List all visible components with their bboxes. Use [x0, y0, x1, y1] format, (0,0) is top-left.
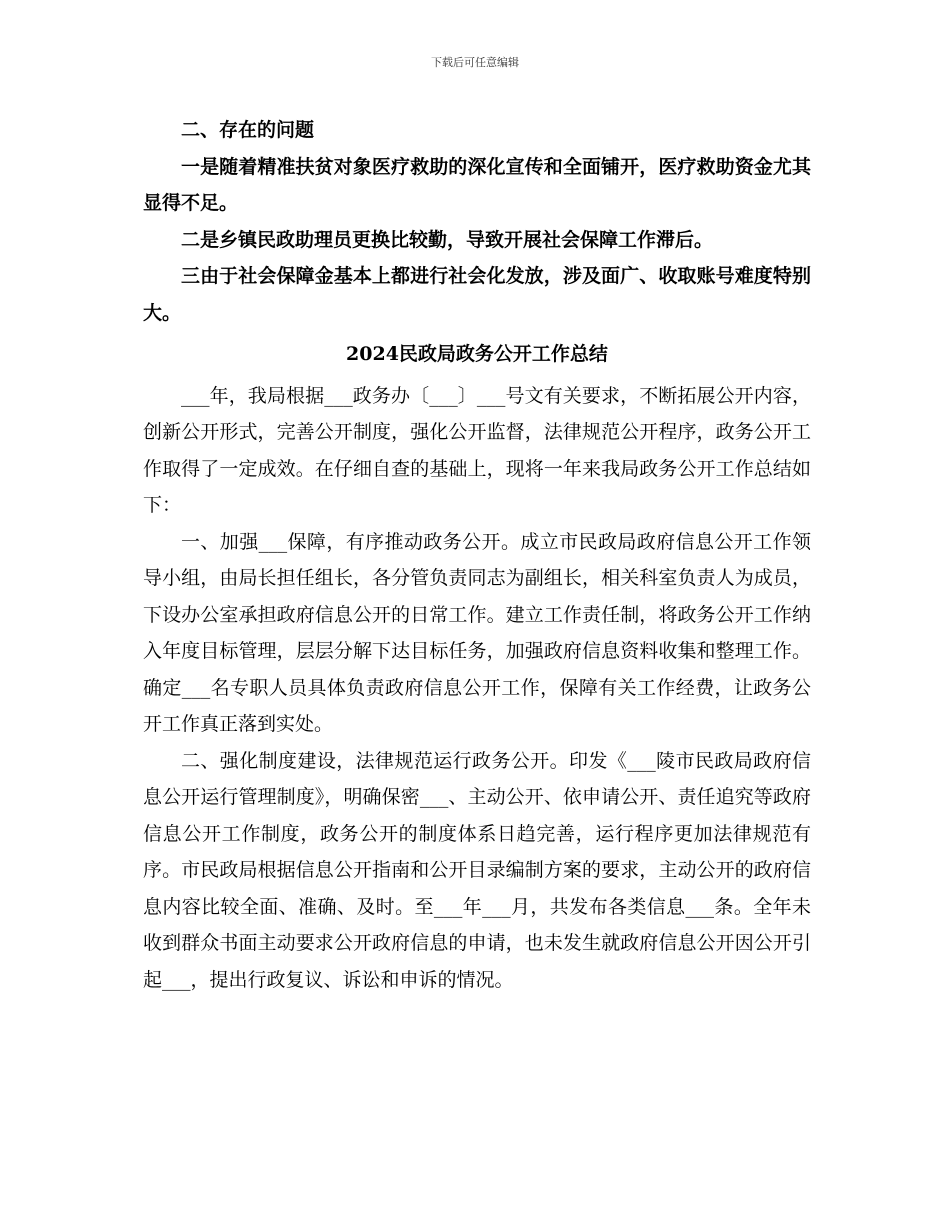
issue-item-1: 一是随着精准扶贫对象医疗救助的深化宣传和全面铺开，医疗救助资金尤其显得不足。 [143, 155, 811, 214]
document-body [143, 112, 811, 998]
report-paragraph-intro: ___年，我局根据___政务办〔___〕___号文有关要求，不断拓展公开内容，创新公开形式，完善公开制度，强化公开监督，法律规范公开程序，政务公开工作取得了一定成效。在仔细自查的基础上，现将一年来我局政务公开工作总结如下： [143, 384, 811, 516]
issue-item-2: 二是乡镇民政助理员更换比较勤，导致开展社会保障工作滞后。 [181, 228, 714, 251]
report-title: 2024民政局政务公开工作总结 [346, 343, 608, 365]
issue-item-3: 三由于社会保障金基本上都进行社会化发放，涉及面广、收取账号难度特别大。 [143, 265, 811, 324]
report-paragraph-2: 二、强化制度建设，法律规范运行政务公开。印发《___陵市民政局政府信息公开运行管理制度》，明确保密___、主动公开、依申请公开、责任追究等政府信息公开工作制度，政务公开的制度体系日趋完善，运行程序更加法律规范有序。市民政局根据信息公开指南和公开目录编制方案的要求，主动公开的政府信息内容比较全面、准确、及时。至___年___月，共发布各类信息___条。全年未收到群众书面主动要求公开政府信息的申请，也未发生就政府信息公开因公开引起___，提出行政复议、诉讼和申诉的情况。 [143, 749, 811, 991]
issues-heading: 二、存在的问题 [181, 119, 315, 141]
page-header: 下载后可任意编辑 [431, 56, 519, 69]
report-paragraph-1: 一、加强___保障，有序推动政务公开。成立市民政局政府信息公开工作领导小组，由局长担任组长，各分管负责同志为副组长，相关科室负责人为成员，下设办公室承担政府信息公开的日常工作。建立工作责任制，将政务公开工作纳入年度目标管理，层层分解下达目标任务，加强政府信息资料收集和整理工作。确定___名专职人员具体负责政府信息公开工作，保障有关工作经费，让政务公开工作真正落到实处。 [143, 530, 811, 735]
